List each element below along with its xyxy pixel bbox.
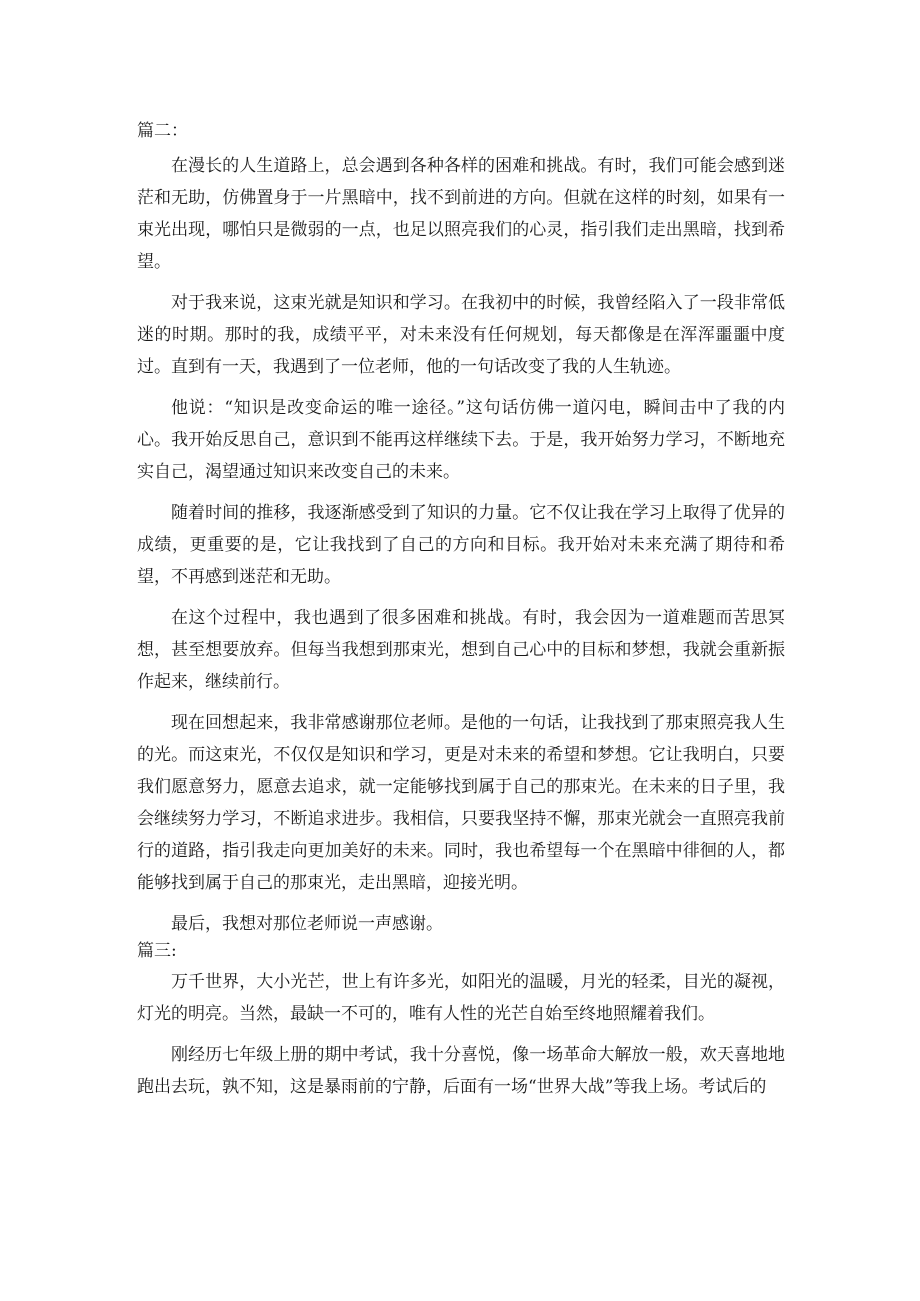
paragraph: 他说：“知识是改变命运的唯一途径。”这句话仿佛一道闪电，瞬间击中了我的内心。我开始反思自己，意识到不能再这样继续下去。于是，我开始努力学习，不断地充实自己，渴望通过知识来改变自己的未来。: [137, 398, 785, 482]
document-body: [137, 116, 785, 1112]
paragraph: 刚经历七年级上册的期中考试，我十分喜悦，像一场革命大解放一般，欢天喜地地跑出去玩，孰不知，这是暴雨前的宁静，后面有一场“世界大战”等我上场。考试后的: [137, 1045, 785, 1097]
paragraph: 在漫长的人生道路上，总会遇到各种各样的困难和挑战。有时，我们可能会感到迷茫和无助，仿佛置身于一片黑暗中，找不到前进的方向。但就在这样的时刻，如果有一束光出现，哪怕只是微弱的一点，也足以照亮我们的心灵，指引我们走出黑暗，找到希望。: [137, 156, 785, 272]
paragraph: 在这个过程中，我也遇到了很多困难和挑战。有时，我会因为一道难题而苦思冥想，甚至想要放弃。但每当我想到那束光，想到自己心中的目标和梦想，我就会重新振作起来，继续前行。: [137, 608, 785, 692]
section-heading: 篇二：: [137, 121, 188, 141]
paragraph: 现在回想起来，我非常感谢那位老师。是他的一句话，让我找到了那束照亮我人生的光。而这束光，不仅仅是知识和学习，更是对未来的希望和梦想。它让我明白，只要我们愿意努力，愿意去追求，就一定能够找到属于自己的那束光。在未来的日子里，我会继续努力学习，不断追求进步。我相信，只要我坚持不懈，那束光就会一直照亮我前行的道路，指引我走向更加美好的未来。同时，我也希望每一个在黑暗中徘徊的人，都能够找到属于自己的那束光，走出黑暗，迎接光明。: [137, 713, 785, 893]
section-heading: 篇三:: [137, 941, 177, 961]
paragraph: 随着时间的推移，我逐渐感受到了知识的力量。它不仅让我在学习上取得了优异的成绩，更重要的是，它让我找到了自己的方向和目标。我开始对未来充满了期待和希望，不再感到迷茫和无助。: [137, 503, 785, 587]
paragraph: 对于我来说，这束光就是知识和学习。在我初中的时候，我曾经陷入了一段非常低迷的时期。那时的我，成绩平平，对未来没有任何规划，每天都像是在浑浑噩噩中度过。直到有一天，我遇到了一位老师，他的一句话改变了我的人生轨迹。: [137, 293, 785, 377]
paragraph: 万千世界，大小光芒，世上有许多光，如阳光的温暖，月光的轻柔，目光的凝视，灯光的明亮。当然，最缺一不可的，唯有人性的光芒自始至终地照耀着我们。: [137, 972, 785, 1024]
paragraph: 最后，我想对那位老师说一声感谢。: [171, 914, 443, 934]
